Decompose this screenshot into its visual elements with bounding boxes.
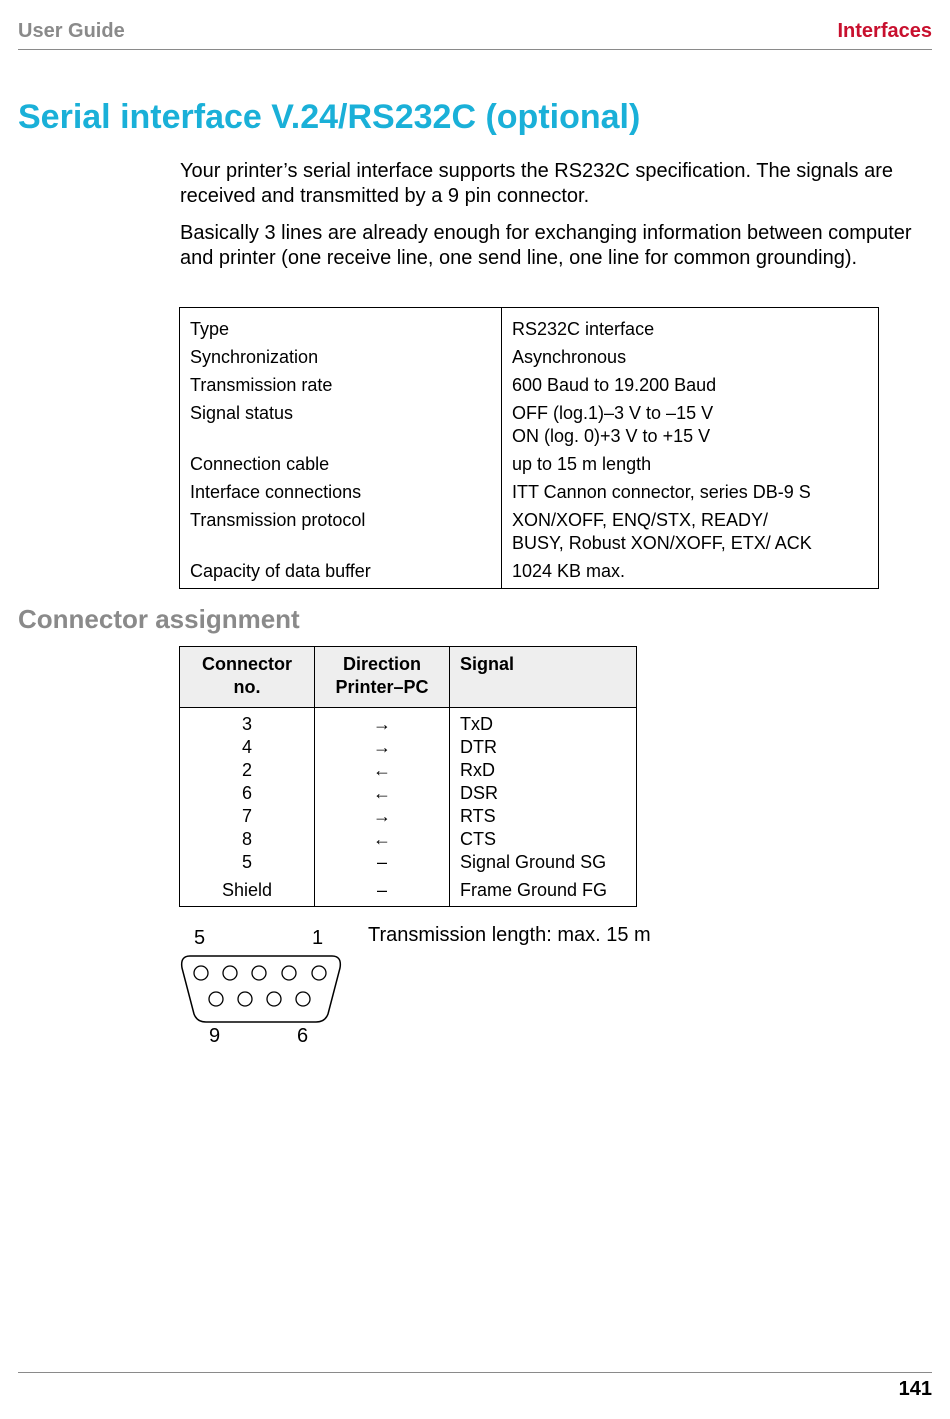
direction-arrow: → [315, 736, 450, 759]
spec-label: Connection cable [180, 448, 502, 476]
section-title: Connector assignment [18, 604, 300, 634]
header-direction [315, 647, 450, 708]
signal-name: Signal Ground SG [450, 851, 637, 874]
pin-5 [194, 966, 208, 980]
table-row [180, 736, 637, 759]
signal-name: Frame Ground FG [450, 874, 637, 907]
spec-label: Capacity of data buffer [180, 555, 502, 589]
table-row [180, 308, 879, 342]
spec-value [502, 397, 879, 448]
spec-value: 1024 KB max. [512, 561, 626, 581]
spec-value: RS232C interface [512, 319, 655, 339]
pin-label-9: 9 [209, 1025, 221, 1047]
spec-value-line: OFF (log.1)–3 V to –15 V [512, 403, 714, 423]
spec-value [502, 504, 879, 555]
direction-arrow: – [315, 874, 450, 907]
table-row [180, 397, 879, 448]
header-divider [18, 49, 932, 50]
direction-arrow: ← [315, 782, 450, 805]
pin-label-1: 1 [312, 927, 324, 949]
connector-no: 5 [180, 851, 315, 874]
pin-6 [296, 992, 310, 1006]
table-row [180, 504, 879, 555]
spec-label: Transmission protocol [180, 504, 502, 555]
header-doc-title: User Guide [18, 20, 125, 42]
header-connector [180, 647, 315, 708]
header-signal: Signal [450, 647, 637, 708]
signal-name: CTS [450, 828, 637, 851]
spec-label: Interface connections [180, 476, 502, 504]
lines-paragraph: Basically 3 lines are already enough for exchanging information between computer and printer (one receive line, one send line, one line for common grounding). [180, 222, 912, 269]
table-row [180, 805, 637, 828]
spec-value-line: ON (log. 0)+3 V to +15 V [512, 426, 711, 446]
spec-label: Transmission rate [180, 369, 502, 397]
table-row [180, 448, 879, 476]
pin-1 [312, 966, 326, 980]
connector-no: 7 [180, 805, 315, 828]
pin-8 [238, 992, 252, 1006]
table-row [180, 782, 637, 805]
spec-label: Signal status [180, 397, 502, 448]
table-row [180, 476, 879, 504]
table-row [180, 851, 637, 874]
direction-arrow: – [315, 851, 450, 874]
spec-label: Type [180, 308, 502, 342]
header-connector-line: Connector [202, 654, 292, 674]
header-direction-line: Printer–PC [335, 677, 429, 697]
direction-arrow: ← [315, 759, 450, 782]
signal-name: DSR [450, 782, 637, 805]
transmission-length-note: Transmission length: max. 15 m [368, 924, 651, 946]
spec-value: ITT Cannon connector, series DB-9 S [512, 482, 811, 502]
table-row [180, 759, 637, 782]
spec-table [179, 307, 879, 589]
direction-arrow: → [315, 708, 450, 737]
pin-9 [209, 992, 223, 1006]
page-title: Serial interface V.24/RS232C (optional) [18, 98, 641, 136]
header-direction-line: Direction [342, 654, 421, 674]
direction-arrow: → [315, 805, 450, 828]
header-section-title: Interfaces [837, 20, 932, 42]
table-row [180, 828, 637, 851]
connector-no: 6 [180, 782, 315, 805]
signal-name: RxD [450, 759, 637, 782]
header-connector-line: no. [233, 677, 261, 697]
spec-value: up to 15 m length [512, 454, 652, 474]
spec-value: 600 Baud to 19.200 Baud [512, 375, 717, 395]
pin-2 [282, 966, 296, 980]
pin-label-5: 5 [194, 927, 206, 949]
pin-7 [267, 992, 281, 1006]
table-row [180, 874, 637, 907]
footer-divider [18, 1372, 932, 1373]
spec-label: Synchronization [180, 341, 502, 369]
table-row [180, 369, 879, 397]
table-row [180, 555, 879, 589]
spec-value: Asynchronous [512, 347, 627, 367]
pin-3 [252, 966, 266, 980]
pin-label-6: 6 [297, 1025, 309, 1047]
table-header-row [180, 647, 637, 708]
signal-name: DTR [450, 736, 637, 759]
connector-no: 2 [180, 759, 315, 782]
connector-no: Shield [180, 874, 315, 907]
connector-no: 3 [180, 708, 315, 737]
table-row [180, 341, 879, 369]
connector-no: 4 [180, 736, 315, 759]
table-row [180, 708, 637, 737]
spec-value-line: BUSY, Robust XON/XOFF, ETX/ ACK [512, 533, 812, 553]
intro-paragraph: Your printer’s serial interface supports the RS232C specification. The signals are received and transmitted by a 9 pin connector. [180, 160, 893, 207]
db9-connector-diagram [176, 922, 346, 1052]
connector-no: 8 [180, 828, 315, 851]
direction-arrow: ← [315, 828, 450, 851]
page-number: 141 [898, 1378, 932, 1400]
signal-name: TxD [450, 708, 637, 737]
signal-name: RTS [450, 805, 637, 828]
pin-4 [223, 966, 237, 980]
connector-table [179, 646, 637, 907]
spec-value-line: XON/XOFF, ENQ/STX, READY/ [512, 510, 769, 530]
